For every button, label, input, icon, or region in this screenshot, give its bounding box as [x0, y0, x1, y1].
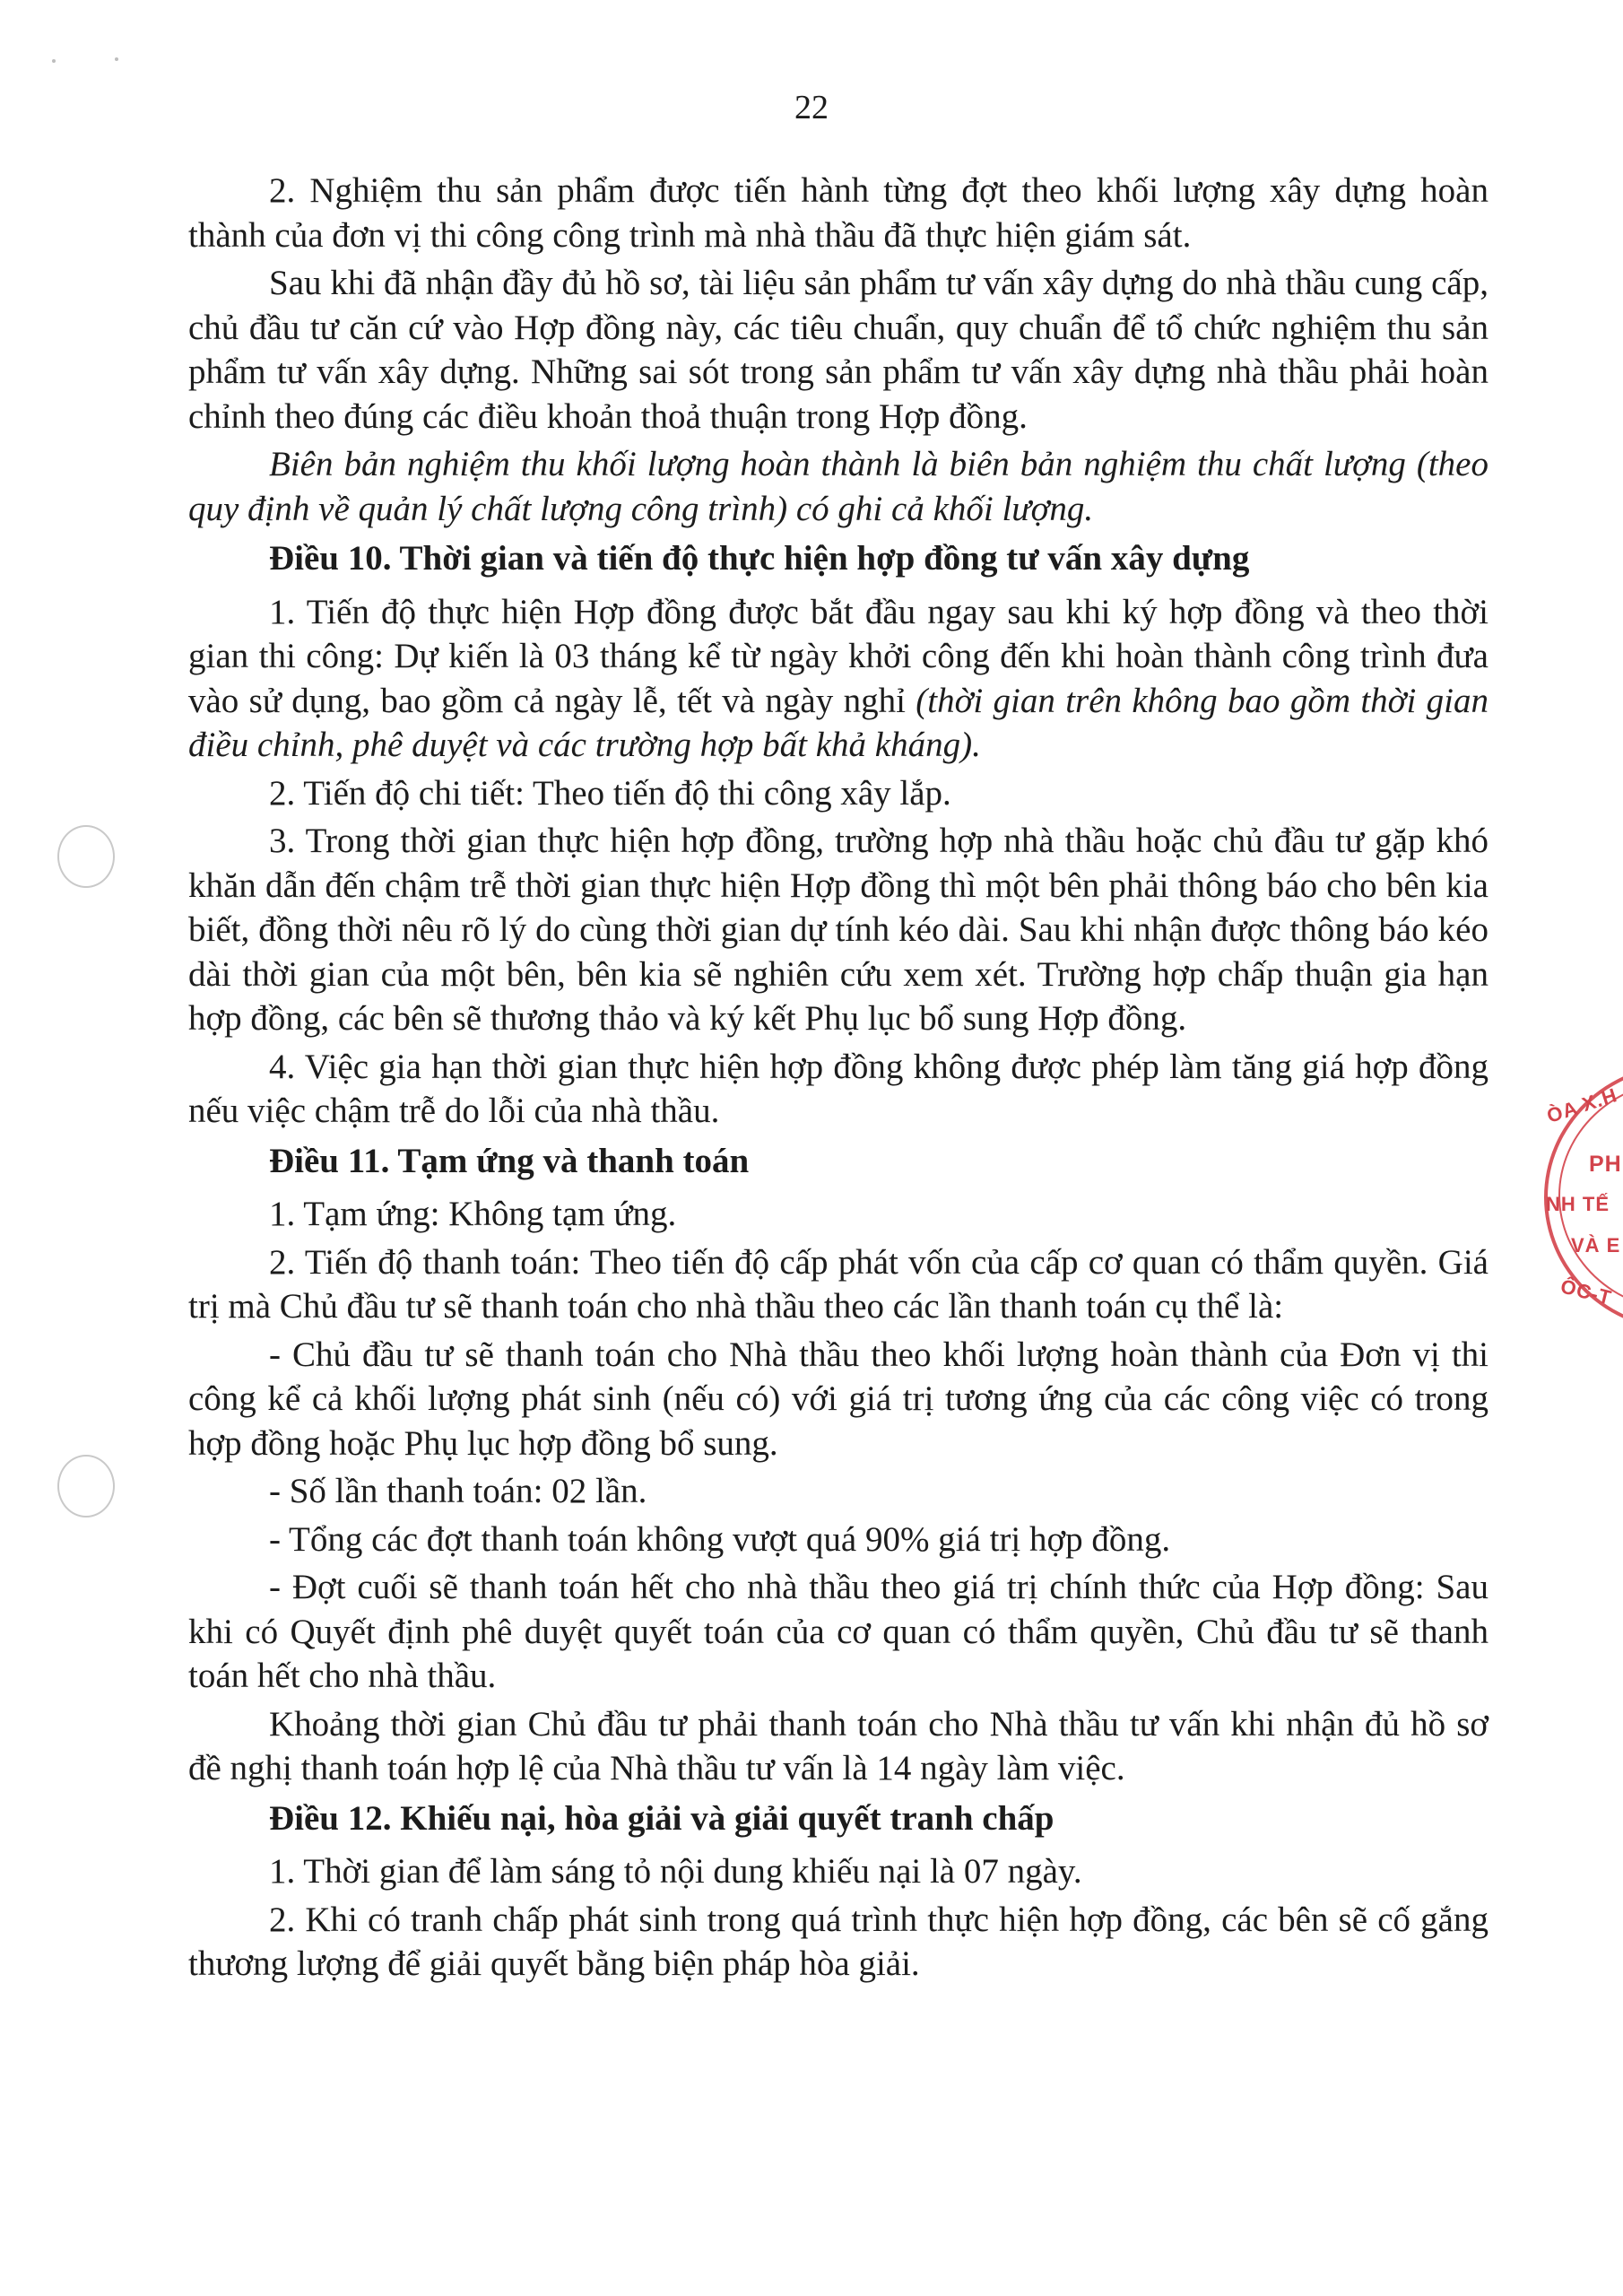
paragraph: 2. Khi có tranh chấp phát sinh trong quá trình thực hiện hợp đồng, các bên sẽ cố gắng thương lượng để giải quyết bằng biện pháp hòa giải. [188, 1900, 1488, 1983]
page-number: 22 [794, 89, 829, 126]
paragraph: - Chủ đầu tư sẽ thanh toán cho Nhà thầu theo khối lượng hoàn thành của Đơn vị thi công kể cả khối lượng phát sinh (nếu có) với giá trị tương ứng của các công việc có trong hợp đồng hoặc Phụ lục hợp đồng bổ sung. [188, 1335, 1488, 1463]
italic-note: Biên bản nghiệm thu khối lượng hoàn thành là biên bản nghiệm thu chất lượng (theo quy định về quản lý chất lượng công trình) có ghi cả khối lượng. [188, 445, 1488, 528]
punch-hole-bottom [57, 1455, 115, 1518]
stamp-text: ÒA X.H [1543, 1083, 1620, 1127]
paragraph: 1. Thời gian để làm sáng tỏ nội dung khiếu nại là 07 ngày. [269, 1852, 1082, 1891]
paragraph: 4. Việc gia hạn thời gian thực hiện hợp đồng không được phép làm tăng giá hợp đồng nếu việc chậm trễ do lỗi của nhà thầu. [188, 1047, 1488, 1130]
paragraph: 1. Tạm ứng: Không tạm ứng. [269, 1195, 677, 1233]
paragraph: - Đợt cuối sẽ thanh toán hết cho nhà thầu theo giá trị chính thức của Hợp đồng: Sau khi có Quyết định phê duyệt quyết toán của cơ quan có thẩm quyền, Chủ đầu tư sẽ thanh toán hết cho nhà thầu. [188, 1568, 1488, 1695]
stamp-text: PH [1589, 1152, 1622, 1177]
paragraph: 2. Tiến độ chi tiết: Theo tiến độ thi công xây lắp. [269, 773, 951, 813]
paragraph: - Tổng các đợt thanh toán không vượt quá 90% giá trị hợp đồng. [269, 1519, 1171, 1559]
paragraph-italic-tail: (thời gian trên không bao gồm thời gian điều chỉnh, phê duyệt và các trường hợp bất khả kháng). [188, 681, 1488, 764]
paragraph: 2. Nghiệm thu sản phẩm được tiến hành từng đợt theo khối lượng xây dựng hoàn thành của đơn vị thi công công trình mà nhà thầu đã thực hiện giám sát. [188, 171, 1488, 255]
article-heading: Điều 10. Thời gian và tiến độ thực hiện hợp đồng tư vấn xây dựng [269, 539, 1250, 578]
paragraph-text: 1. Tiến độ thực hiện Hợp đồng được bắt đầu ngay sau khi ký hợp đồng và theo thời gian thi công: Dự kiến là 03 tháng kể từ ngày khởi công đến khi hoàn thành công trình đưa vào sử dụng, bao gồm cả ngày lễ, tết và ngày nghỉ [188, 592, 1488, 720]
paragraph: Khoảng thời gian Chủ đầu tư phải thanh toán cho Nhà thầu tư vấn khi nhận đủ hồ sơ đề nghị thanh toán hợp lệ của Nhà thầu tư vấn là 14 ngày làm việc. [188, 1704, 1488, 1787]
scan-speck [52, 59, 56, 63]
document-body [188, 169, 1488, 1990]
article-heading: Điều 12. Khiếu nại, hòa giải và giải quyết tranh chấp [269, 1798, 1055, 1838]
paragraph: - Số lần thanh toán: 02 lần. [269, 1472, 647, 1510]
paragraph: 3. Trong thời gian thực hiện hợp đồng, trường hợp nhà thầu hoặc chủ đầu tư gặp khó khăn dẫn đến chậm trễ thời gian thực hiện Hợp đồng thì một bên phải thông báo cho bên kia biết, đồng thời nêu rõ lý do cùng thời gian dự tính kéo dài. Sau khi nhận được thông báo kéo dài thời gian của một bên, bên kia sẽ nghiên cứu xem xét. Trường hợp chấp thuận gia hạn hợp đồng, các bên sẽ thương thảo và ký kết Phụ lục bổ sung Hợp đồng. [188, 822, 1488, 1038]
red-seal-stamp [1535, 1058, 1623, 1327]
stamp-text: VÀ E [1571, 1234, 1621, 1257]
stamp-text: ÔC-T [1558, 1274, 1615, 1309]
paragraph [188, 590, 1488, 768]
paragraph: Sau khi đã nhận đầy đủ hồ sơ, tài liệu sản phẩm tư vấn xây dựng do nhà thầu cung cấp, chủ đầu tư căn cứ vào Hợp đồng này, các tiêu chuẩn, quy chuẩn để tổ chức nghiệm thu sản phẩm tư vấn xây dựng. Những sai sót trong sản phẩm tư vấn xây dựng nhà thầu phải hoàn chỉnh theo đúng các điều khoản thoả thuận trong Hợp đồng. [188, 264, 1488, 436]
punch-hole-top [57, 825, 115, 888]
paragraph: 2. Tiến độ thanh toán: Theo tiến độ cấp phát vốn của cấp cơ quan có thẩm quyền. Giá trị mà Chủ đầu tư sẽ thanh toán cho nhà thầu theo các lần thanh toán cụ thể là: [188, 1242, 1488, 1326]
article-heading: Điều 11. Tạm ứng và thanh toán [269, 1141, 750, 1180]
scan-speck [115, 57, 118, 61]
stamp-text: NH TẾ [1546, 1193, 1610, 1215]
